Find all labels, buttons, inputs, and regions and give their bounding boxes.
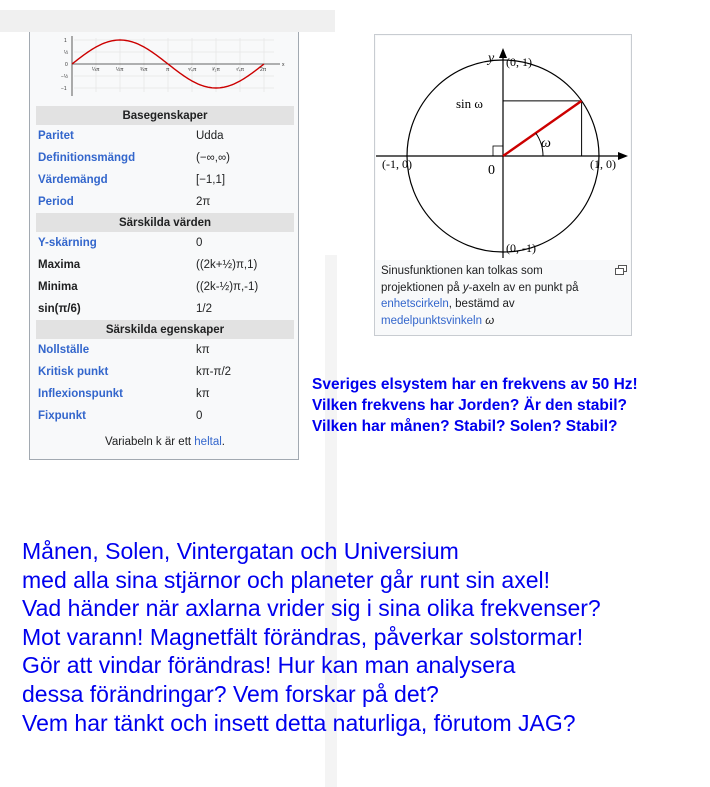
origin-label: 0 [488, 163, 495, 178]
property-value: 0 [196, 237, 203, 249]
section-header: Särskilda värden [36, 213, 294, 232]
infobox-row [36, 383, 294, 405]
property-link[interactable]: Nollställe [38, 344, 90, 356]
section-header: Basegenskaper [36, 106, 294, 125]
caption-line1: Sinusfunktionen kan tolkas som [381, 265, 543, 277]
infobox-row [36, 191, 294, 213]
infobox-row [36, 169, 294, 191]
property-value: 2π [196, 196, 211, 208]
infobox-row [36, 232, 294, 254]
property-link[interactable]: Period [38, 196, 74, 208]
label-bottom: (0, -1) [506, 241, 536, 255]
medelpunktsvinkeln-link[interactable]: medelpunktsvinkeln [381, 314, 483, 327]
x-tick: ⁵⁄₄π [188, 67, 197, 73]
unit-circle-diagram[interactable] [376, 36, 630, 260]
x-tick: ¼π [92, 67, 100, 73]
infobox-row [36, 405, 294, 427]
text-line: Vem har tänkt och insett detta naturliga, förutom JAG? [22, 709, 576, 736]
property-link[interactable]: Definitionsmängd [38, 152, 136, 164]
property-link[interactable]: Inflexionspunkt [38, 388, 123, 400]
text-line: dessa förändringar? Vem forskar på det? [22, 680, 439, 707]
infobox-row [36, 276, 294, 298]
infobox-row [36, 254, 294, 276]
x-tick: π [166, 67, 170, 73]
property-value: 1/2 [196, 303, 212, 315]
property-value: kπ-π/2 [196, 366, 232, 378]
property-label: sin(π/6) [38, 303, 81, 315]
infobox-table [36, 106, 294, 427]
y-tick: ½ [64, 50, 69, 56]
question-line: Vilken har månen? Stabil? Solen? Stabil? [312, 418, 618, 435]
enlarge-icon[interactable] [615, 265, 627, 275]
footer-end: . [221, 436, 225, 448]
text-line: Vad händer när axlarna vrider sig i sina olika frekvenser? [22, 595, 601, 622]
property-link[interactable]: Y-skärning [38, 237, 97, 249]
main-text-block [22, 537, 601, 737]
top-scroll-bar [0, 10, 335, 32]
section-header: Särskilda egenskaper [36, 320, 294, 339]
right-angle-mark [493, 146, 503, 156]
unit-circle-figure [374, 34, 632, 336]
infobox-row [36, 147, 294, 169]
footer-text: Variabeln k är ett [105, 436, 195, 448]
heltal-link[interactable]: heltal [194, 436, 222, 448]
label-right: (1, 0) [590, 157, 616, 171]
infobox-row [36, 361, 294, 383]
figure-caption [381, 263, 601, 329]
property-value: kπ [196, 388, 210, 400]
angle-label: ω [541, 136, 551, 151]
x-arrow [618, 152, 628, 160]
property-value: (−∞,∞) [196, 152, 230, 164]
x-tick: ¾π [140, 67, 148, 73]
property-label: Maxima [38, 259, 81, 271]
property-value: kπ [196, 344, 210, 356]
property-value: [−1,1] [196, 174, 226, 186]
property-link[interactable]: Kritisk punkt [38, 366, 109, 378]
caption-line2: projektionen på [381, 281, 463, 294]
caption-omega: ω [482, 314, 495, 327]
enhetscirkeln-link[interactable]: enhetscirkeln [381, 298, 449, 310]
x-tick: 2π [260, 67, 267, 73]
infobox-footer [30, 436, 300, 448]
caption-line3-end: , bestämd av [448, 298, 515, 310]
question-line: Vilken frekvens har Jorden? Är den stabil? [312, 397, 627, 414]
question-line: Sveriges elsystem har en frekvens av 50 Hz! [312, 376, 638, 393]
text-line: Gör att vindar förändras! Hur kan man analysera [22, 652, 516, 679]
caption-line2-end: -axeln av en punkt på [468, 281, 579, 294]
label-left: (-1, 0) [382, 157, 412, 171]
x-axis-label: x [282, 62, 285, 68]
label-top: (0, 1) [506, 55, 532, 69]
infobox-row [36, 298, 294, 320]
infobox-row [36, 339, 294, 361]
y-axis-label: y [488, 51, 495, 66]
x-tick: ⁷⁄₄π [236, 67, 245, 73]
property-value: ((2k+½)π,1) [196, 259, 258, 271]
property-label: Minima [38, 281, 78, 293]
text-line: Mot varann! Magnetfält förändras, påverkar solstormar! [22, 623, 584, 650]
x-tick: ³⁄₂π [212, 67, 220, 73]
x-tick: ½π [116, 67, 124, 73]
y-tick: 1 [64, 38, 67, 44]
sine-infobox [29, 32, 299, 460]
y-tick: −1 [61, 86, 67, 92]
property-value: 0 [196, 410, 203, 422]
property-link[interactable]: Värdemängd [38, 174, 108, 186]
property-link[interactable]: Fixpunkt [38, 410, 86, 422]
caption-y: y [462, 281, 469, 294]
property-value: Udda [196, 130, 224, 142]
sin-label: sin ω [456, 96, 483, 111]
y-tick: 0 [65, 62, 68, 68]
property-value: ((2k-½)π,-1) [196, 281, 259, 293]
question-block [312, 374, 638, 437]
y-tick: −½ [61, 74, 69, 80]
infobox-row [36, 125, 294, 147]
sine-graph [61, 34, 294, 102]
text-line: Månen, Solen, Vintergatan och Universium [22, 538, 459, 564]
property-link[interactable]: Paritet [38, 130, 74, 142]
text-line: med alla sina stjärnor och planeter går runt sin axel! [22, 566, 551, 593]
